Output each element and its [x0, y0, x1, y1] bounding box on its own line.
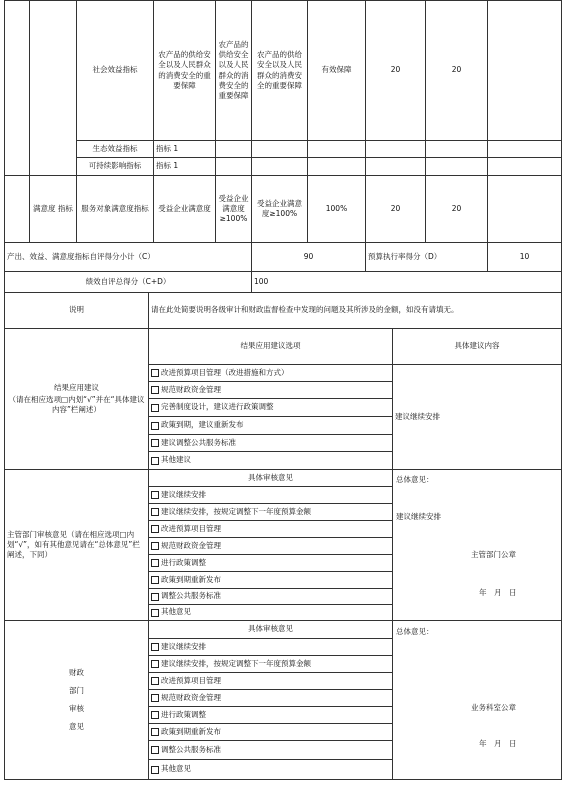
- social-actual: 农产品的供给安全以及人民群众的消费安全的重要保障: [251, 0, 308, 141]
- sustain-result: [307, 157, 366, 176]
- satisfaction-indicator: 服务对象满意度指标: [76, 175, 154, 243]
- category-blank-col1: [4, 0, 30, 176]
- subtotal-value: 90: [251, 242, 366, 272]
- checkbox-icon[interactable]: [151, 542, 159, 550]
- checkbox-icon[interactable]: [151, 576, 159, 584]
- checkbox-icon[interactable]: [151, 677, 159, 685]
- sustain-weight: [365, 157, 426, 176]
- sustain-target: [215, 157, 252, 176]
- sustain-item-name: 指标 1: [153, 157, 216, 176]
- dept-overall-opinion: 总体意见： 建议继续安排 主管部门公章 年 月 日: [392, 469, 562, 621]
- finance-option-row[interactable]: 改进预算项目管理: [148, 672, 393, 690]
- dept-review-header: 具体审核意见: [148, 469, 393, 487]
- result-option-row[interactable]: 建议调整公共服务标准: [148, 434, 393, 452]
- finance-review-label: 财政 部门 审核 意见: [4, 620, 149, 780]
- checkbox-icon[interactable]: [151, 525, 159, 533]
- dept-option-row[interactable]: 进行政策调整: [148, 554, 393, 572]
- result-option-row[interactable]: 其他建议: [148, 451, 393, 470]
- dept-option-row[interactable]: 建议继续安排，按规定调整下一年度预算金额: [148, 503, 393, 521]
- satisfaction-category: 满意度 指标: [29, 175, 77, 243]
- budget-execution-label: 预算执行率得分（D）: [365, 242, 488, 272]
- satisfaction-score: 20: [425, 175, 488, 243]
- eco-actual: [251, 140, 308, 158]
- checkbox-icon[interactable]: [151, 491, 159, 499]
- sustain-actual: [251, 157, 308, 176]
- satisfaction-result: 100%: [307, 175, 366, 243]
- result-content-header: 具体建议内容: [392, 328, 562, 365]
- dept-seal-label: 主管部门公章: [471, 550, 516, 559]
- sustain-indicator: 可持续影响指标: [76, 157, 154, 176]
- result-option-row[interactable]: 政策到期，建议重新发布: [148, 416, 393, 435]
- satisfaction-blank-col1: [4, 175, 30, 243]
- finance-option-row[interactable]: 建议继续安排，按规定调整下一年度预算金额: [148, 655, 393, 673]
- dept-option-row[interactable]: 改进预算项目管理: [148, 520, 393, 538]
- eco-result: [307, 140, 366, 158]
- finance-date-label: 年 月 日: [479, 739, 517, 748]
- checkbox-icon[interactable]: [151, 766, 159, 774]
- finance-option-row[interactable]: 调整公共服务标准: [148, 740, 393, 760]
- checkbox-icon[interactable]: [151, 404, 159, 412]
- dept-option-row[interactable]: 政策到期重新发布: [148, 571, 393, 589]
- dept-date-label: 年 月 日: [479, 588, 517, 597]
- finance-option-row[interactable]: 建议继续安排: [148, 638, 393, 656]
- checkbox-icon[interactable]: [151, 422, 159, 430]
- finance-option-row[interactable]: 政策到期重新发布: [148, 723, 393, 741]
- subtotal-label: 产出、效益、满意度指标自评得分小计（C）: [4, 242, 252, 272]
- total-label: 绩效自评总得分（C+D）: [4, 271, 252, 293]
- result-option-row[interactable]: 完善制度设计，建议进行政策调整: [148, 398, 393, 417]
- finance-review-header: 具体审核意见: [148, 620, 393, 639]
- category-blank-col2: [29, 0, 77, 176]
- checkbox-icon[interactable]: [151, 593, 159, 601]
- finance-overall-opinion: 总体意见： 业务科室公章 年 月 日: [392, 620, 562, 780]
- social-score: 20: [425, 0, 488, 141]
- satisfaction-target: 受益企业满意度≥100%: [215, 175, 252, 243]
- eco-score: [425, 140, 488, 158]
- dept-option-row[interactable]: 调整公共服务标准: [148, 588, 393, 605]
- checkbox-icon[interactable]: [151, 643, 159, 651]
- explanation-label: 说明: [4, 292, 149, 329]
- sustain-score: [425, 157, 488, 176]
- eco-indicator: 生态效益指标: [76, 140, 154, 158]
- finance-seal-label: 业务科室公章: [471, 703, 516, 712]
- dept-option-row[interactable]: 规范财政资金管理: [148, 537, 393, 555]
- social-target: 农产品的供给安全以及人民群众的消费安全的重要保障: [215, 0, 252, 141]
- total-value: 100: [251, 271, 562, 293]
- satisfaction-actual: 受益企业满意度≥100%: [251, 175, 308, 243]
- eco-blank: [487, 140, 562, 158]
- dept-review-label: 主管部门审核意见（请在相应选项□内划“√”，如有其他意见请在“总体意见”栏阐述，下同）: [4, 469, 149, 621]
- social-result: 有效保障: [307, 0, 366, 141]
- checkbox-icon[interactable]: [151, 660, 159, 668]
- result-content-text: 建议继续安排: [392, 364, 562, 470]
- finance-option-row[interactable]: 规范财政资金管理: [148, 689, 393, 707]
- satisfaction-blank: [487, 175, 562, 243]
- checkbox-icon[interactable]: [151, 457, 159, 465]
- checkbox-icon[interactable]: [151, 728, 159, 736]
- result-option-row[interactable]: 改进预算项目管理（改进措施和方式）: [148, 364, 393, 382]
- result-option-row[interactable]: 规范财政资金管理: [148, 381, 393, 399]
- checkbox-icon[interactable]: [151, 559, 159, 567]
- social-blank: [487, 0, 562, 141]
- result-options-header: 结果应用建议选项: [148, 328, 393, 365]
- checkbox-icon[interactable]: [151, 439, 159, 447]
- finance-option-row[interactable]: 其他意见: [148, 759, 393, 780]
- satisfaction-item-name: 受益企业满意度: [153, 175, 216, 243]
- eco-target: [215, 140, 252, 158]
- explanation-text: 请在此处简要说明各级审计和财政监督检查中发现的问题及其所涉及的金额，如没有请填无。: [148, 292, 562, 329]
- result-application-label: 结果应用建议 （请在相应选项□内划“√”并在“具体建议内容”栏阐述）: [4, 328, 149, 470]
- sustain-blank: [487, 157, 562, 176]
- social-indicator: 社会效益指标: [76, 0, 154, 141]
- social-item-name: 农产品的供给安全以及人民群众的消费安全的重要保障: [153, 0, 216, 141]
- eco-item-name: 指标 1: [153, 140, 216, 158]
- checkbox-icon[interactable]: [151, 386, 159, 394]
- checkbox-icon[interactable]: [151, 609, 159, 617]
- budget-execution-value: 10: [487, 242, 562, 272]
- checkbox-icon[interactable]: [151, 711, 159, 719]
- dept-option-row[interactable]: 其他意见: [148, 604, 393, 621]
- checkbox-icon[interactable]: [151, 746, 159, 754]
- dept-option-row[interactable]: 建议继续安排: [148, 486, 393, 504]
- checkbox-icon[interactable]: [151, 369, 159, 377]
- finance-option-row[interactable]: 进行政策调整: [148, 706, 393, 724]
- eco-weight: [365, 140, 426, 158]
- checkbox-icon[interactable]: [151, 694, 159, 702]
- satisfaction-weight: 20: [365, 175, 426, 243]
- checkbox-icon[interactable]: [151, 508, 159, 516]
- social-weight: 20: [365, 0, 426, 141]
